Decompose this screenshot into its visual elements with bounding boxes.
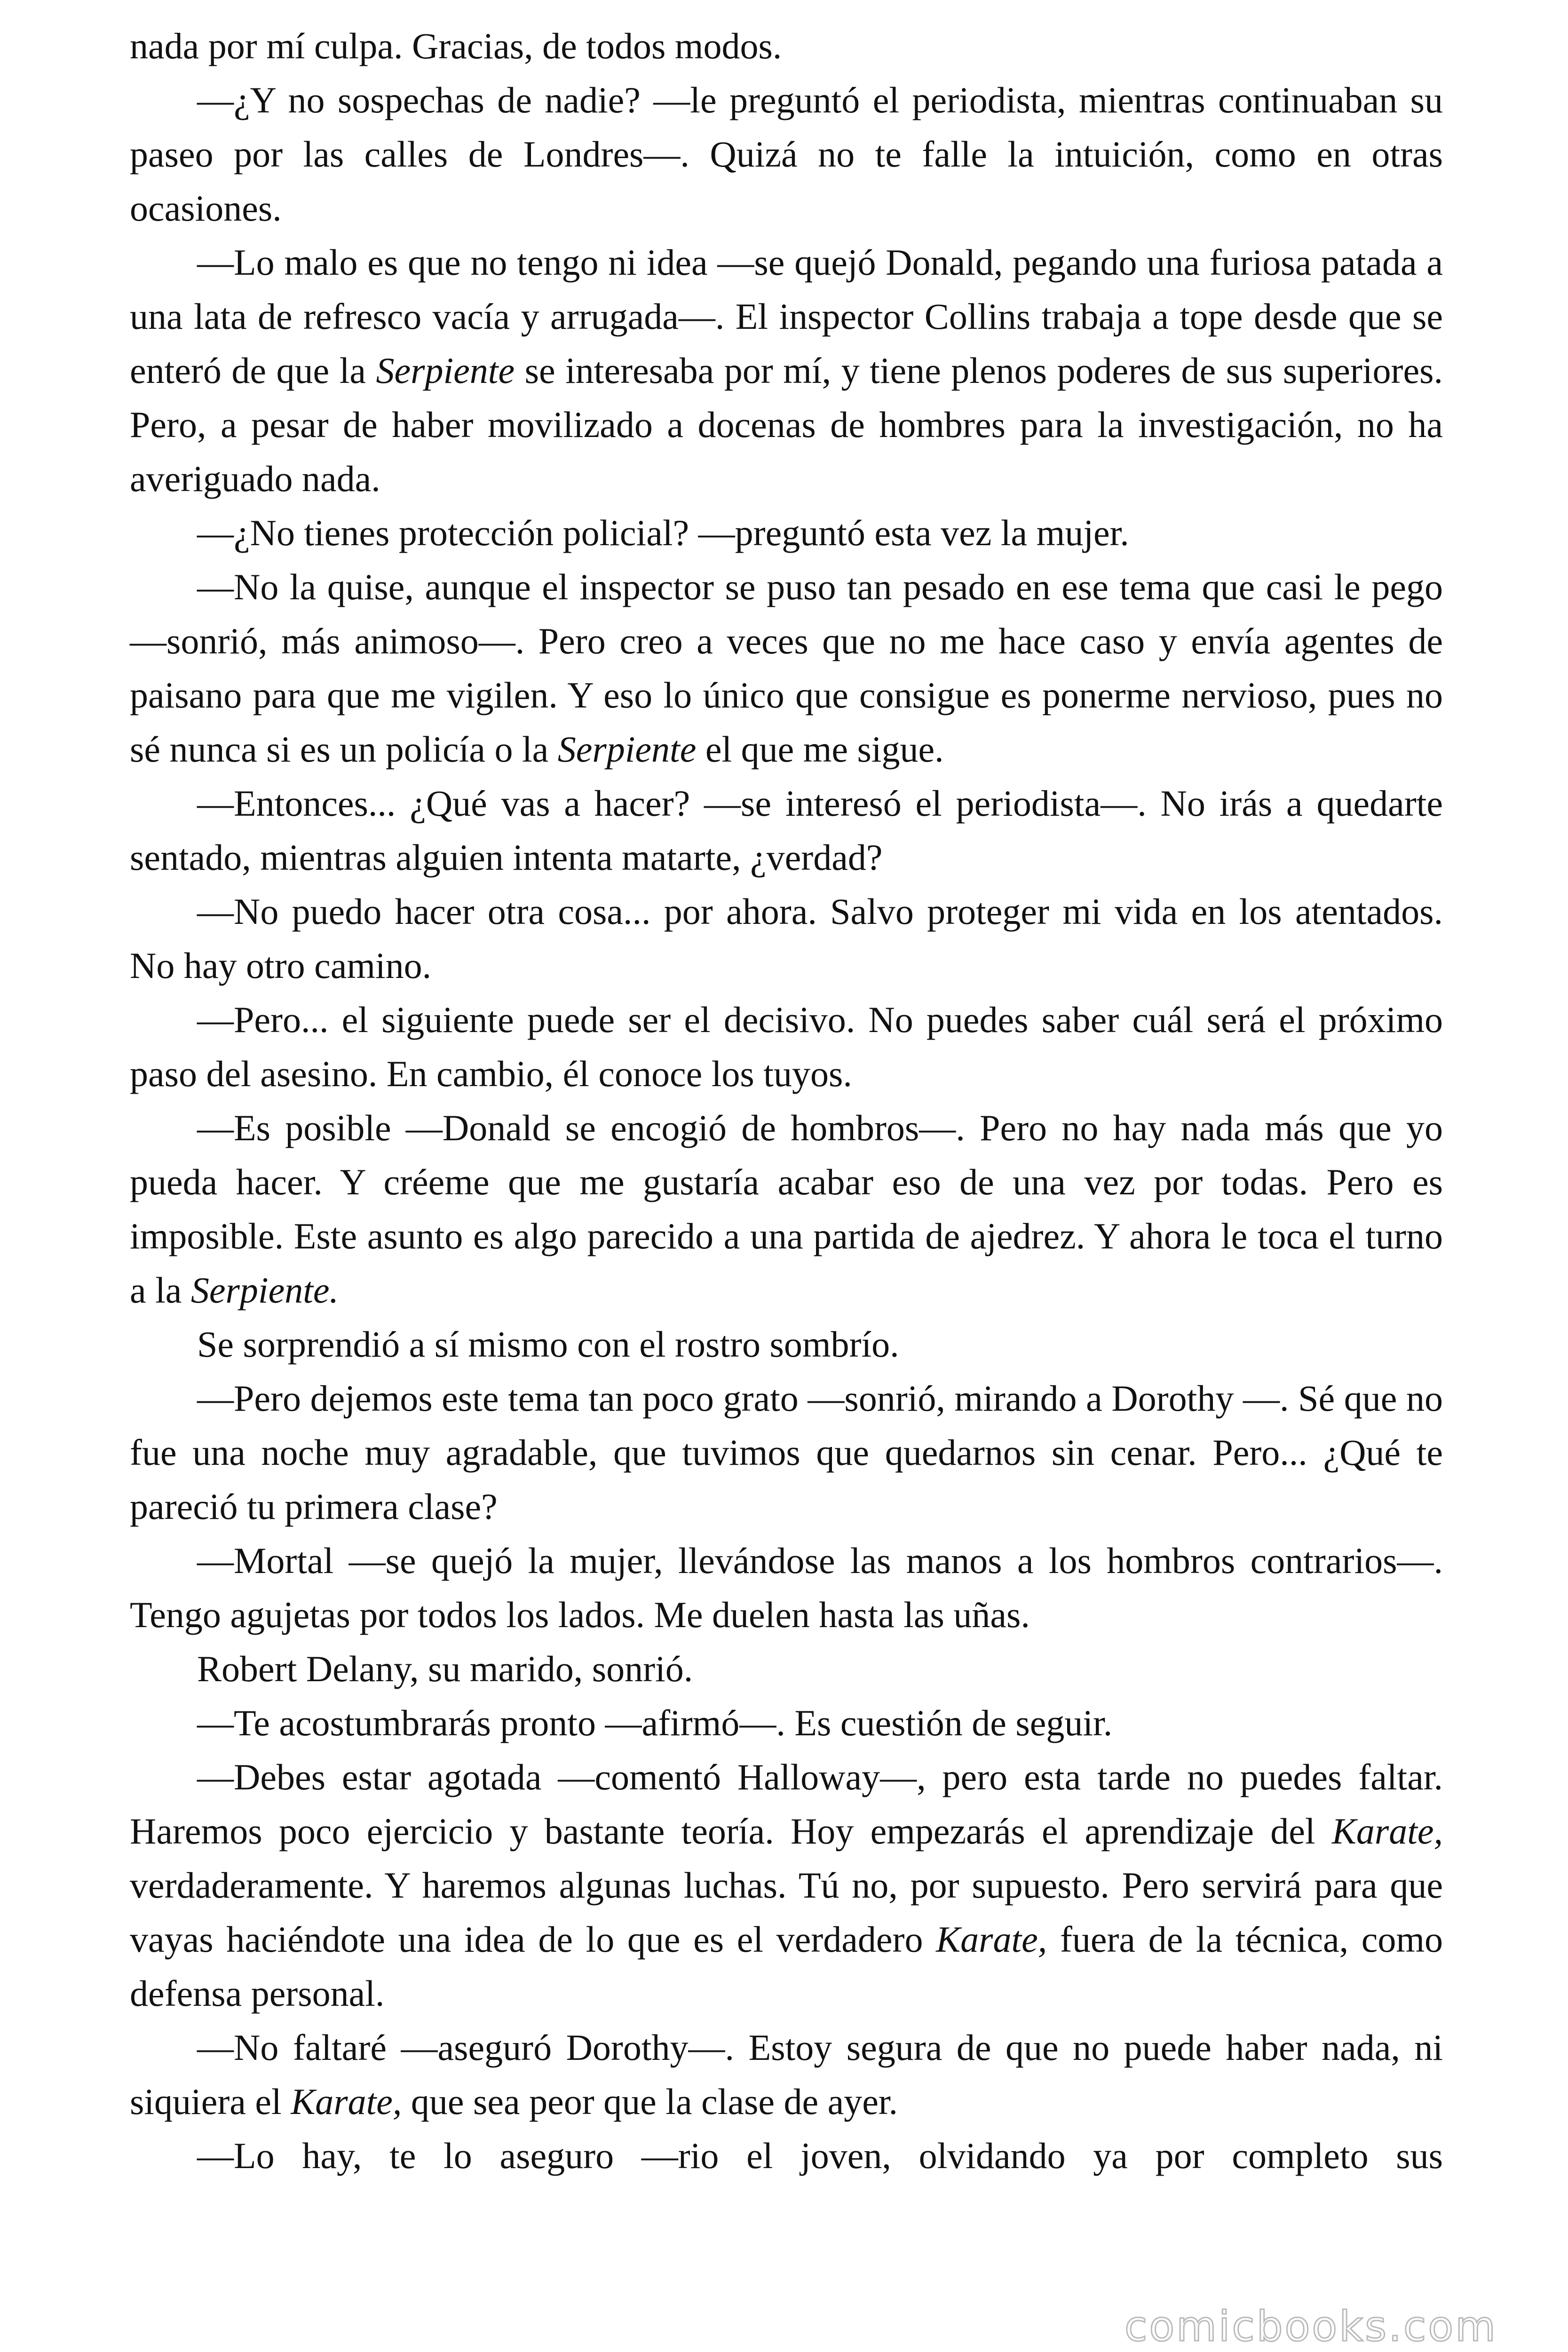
watermark: comicbooks.com	[1124, 2302, 1497, 2351]
paragraph: —No la quise, aunque el inspector se puso tan pesado en ese tema que casi le pego —sonrió, más animoso—. Pero creo a veces que no me hace caso y envía agentes de paisano para que me vigilen. Y eso lo único que consigue es ponerme nervioso, pues no sé nunca si es un policía o la Serpiente el que me sigue.	[130, 566, 1443, 770]
paragraph: —Lo hay, te lo aseguro —rio el joven, olvidando ya por completo sus	[197, 2135, 1443, 2176]
page-text	[130, 19, 1443, 2183]
italic-term: Serpiente	[376, 350, 515, 391]
italic-term: Karate,	[936, 1919, 1047, 1960]
paragraph: —Lo malo es que no tengo ni idea —se quejó Donald, pegando una furiosa patada a una lata de refresco vacía y arrugada—. El inspector Collins trabaja a tope desde que se enteró de que la Serpiente se interesaba por mí, y tiene plenos poderes de sus superiores. Pero, a pesar de haber movilizado a docenas de hombres para la investigación, no ha averiguado nada.	[130, 242, 1443, 499]
italic-term: Serpiente	[557, 729, 697, 770]
paragraph: —No puedo hacer otra cosa... por ahora. Salvo proteger mi vida en los atentados. No hay otro camino.	[130, 891, 1443, 986]
paragraph: —Pero dejemos este tema tan poco grato —sonrió, mirando a Dorothy —. Sé que no fue una noche muy agradable, que tuvimos que quedarnos sin cenar. Pero... ¿Qué te pareció tu primera clase?	[130, 1378, 1443, 1527]
paragraph: Se sorprendió a sí mismo con el rostro sombrío.	[197, 1324, 899, 1365]
paragraph: Robert Delany, su marido, sonrió.	[197, 1648, 693, 1689]
paragraph: —Debes estar agotada —comentó Halloway—, pero esta tarde no puedes faltar. Haremos poco ejercicio y bastante teoría. Hoy empezarás el aprendizaje del Karate, verdaderamente. Y haremos algunas luchas. Tú no, por supuesto. Pero servirá para que vayas haciéndote una idea de lo que es el verdadero Karate, fuera de la técnica, como defensa personal.	[130, 1756, 1443, 2014]
italic-term: Serpiente.	[190, 1270, 339, 1311]
paragraph: —¿Y no sospechas de nadie? —le preguntó el periodista, mientras continuaban su paseo por las calles de Londres—. Quizá no te falle la intuición, como en otras ocasiones.	[130, 79, 1443, 229]
paragraph: —Te acostumbrarás pronto —afirmó—. Es cuestión de seguir.	[197, 1702, 1113, 1743]
paragraph: —No faltaré —aseguró Dorothy—. Estoy segura de que no puede haber nada, ni siquiera el Karate, que sea peor que la clase de ayer.	[130, 2027, 1443, 2122]
paragraph: —¿No tienes protección policial? —preguntó esta vez la mujer.	[197, 512, 1129, 553]
paragraph: nada por mí culpa. Gracias, de todos modos.	[130, 25, 782, 66]
paragraph: —Pero... el siguiente puede ser el decisivo. No puedes saber cuál será el próximo paso del asesino. En cambio, él conoce los tuyos.	[130, 999, 1443, 1094]
paragraph: —Entonces... ¿Qué vas a hacer? —se interesó el periodista—. No irás a quedarte sentado, mientras alguien intenta matarte, ¿verdad?	[130, 783, 1443, 878]
italic-term: Karate,	[1331, 1811, 1443, 1851]
italic-term: Karate,	[291, 2081, 402, 2122]
paragraph: —Mortal —se quejó la mujer, llevándose las manos a los hombros contrarios—. Tengo agujetas por todos los lados. Me duelen hasta las uñas.	[130, 1540, 1443, 1635]
paragraph: —Es posible —Donald se encogió de hombros—. Pero no hay nada más que yo pueda hacer. Y créeme que me gustaría acabar eso de una vez por todas. Pero es imposible. Este asunto es algo parecido a una partida de ajedrez. Y ahora le toca el turno a la Serpiente.	[130, 1107, 1443, 1311]
